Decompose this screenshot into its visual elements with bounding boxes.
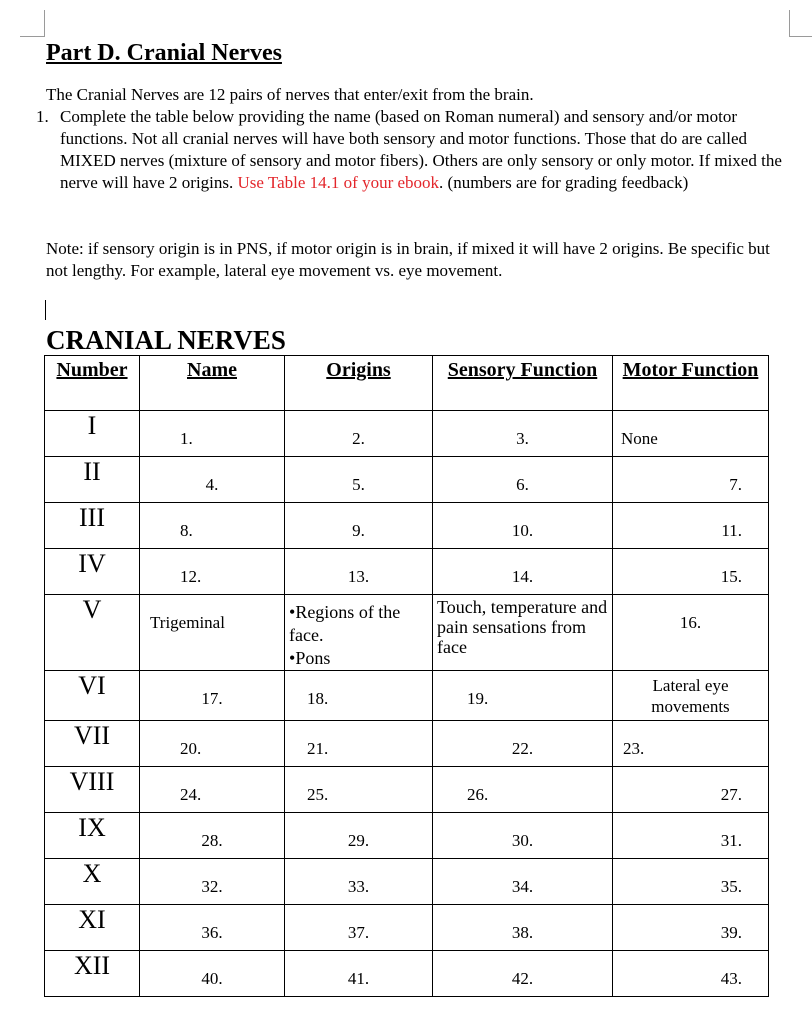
ebook-reference: Use Table 14.1 of your ebook: [237, 173, 440, 192]
origins-answer: 29.: [347, 831, 370, 850]
sensory-cell[interactable]: [433, 671, 613, 721]
motor-answer: 7.: [729, 475, 742, 494]
origins-cell[interactable]: [285, 951, 433, 997]
motor-cell[interactable]: [613, 951, 769, 997]
nerve-number: III: [45, 503, 140, 549]
origins-answer: 13.: [347, 567, 370, 586]
origins-cell[interactable]: [285, 595, 433, 671]
sensory-cell[interactable]: [433, 503, 613, 549]
origins-cell[interactable]: [285, 721, 433, 767]
origins-cell[interactable]: [285, 411, 433, 457]
name-cell[interactable]: [140, 721, 285, 767]
name-answer: Trigeminal: [150, 613, 225, 632]
origins-cell[interactable]: [285, 457, 433, 503]
sensory-answer: 14.: [511, 567, 534, 586]
name-cell[interactable]: [140, 411, 285, 457]
origins-cell[interactable]: [285, 549, 433, 595]
page-corner-mark-right: [789, 10, 812, 37]
name-answer: 40.: [201, 969, 223, 988]
sensory-answer: 6.: [516, 475, 529, 494]
motor-cell[interactable]: [613, 721, 769, 767]
section-heading: Part D. Cranial Nerves: [46, 40, 282, 66]
nerve-number: VIII: [45, 767, 140, 813]
origins-cell[interactable]: [285, 671, 433, 721]
motor-answer: 15.: [720, 567, 742, 586]
name-cell[interactable]: [140, 549, 285, 595]
sensory-answer: 42.: [511, 969, 534, 988]
name-answer: 24.: [180, 785, 202, 804]
motor-answer: Lateral eye movements: [651, 676, 730, 716]
sensory-cell[interactable]: [433, 951, 613, 997]
nerve-number: IX: [45, 813, 140, 859]
name-cell[interactable]: [140, 951, 285, 997]
instruction-text: Complete the table below providing the name (based on Roman numeral) and sensory and/or motor functions. Not all cranial nerves will have both sensory and motor functions. Those that do are called MIXED nerves (mixture of sensory and motor fibers). Others are only sensory or only motor. If mixed the nerve will have 2 origins.: [60, 107, 782, 192]
motor-cell[interactable]: [613, 813, 769, 859]
sensory-cell[interactable]: [433, 411, 613, 457]
sensory-cell[interactable]: [433, 457, 613, 503]
origins-answer: 2.: [352, 429, 365, 448]
table-row: [45, 503, 769, 549]
table-row: [45, 813, 769, 859]
table-row: [45, 721, 769, 767]
page-corner-mark-left: [20, 10, 45, 37]
sensory-answer: 10.: [511, 521, 534, 540]
sensory-cell[interactable]: [433, 767, 613, 813]
nerve-number: X: [45, 859, 140, 905]
motor-cell[interactable]: [613, 767, 769, 813]
sensory-cell[interactable]: [433, 549, 613, 595]
name-answer: 8.: [180, 521, 193, 540]
motor-answer: 23.: [623, 739, 645, 758]
origins-cell[interactable]: [285, 503, 433, 549]
motor-cell[interactable]: [613, 671, 769, 721]
name-cell[interactable]: [140, 813, 285, 859]
sensory-answer: Touch, temperature and pain sensations from face: [437, 597, 608, 657]
motor-cell[interactable]: [613, 411, 769, 457]
sensory-cell[interactable]: [433, 595, 613, 671]
table-row: [45, 905, 769, 951]
origins-answer: 21.: [307, 739, 329, 758]
nerve-number: VI: [45, 671, 140, 721]
sensory-cell[interactable]: [433, 905, 613, 951]
table-row: [45, 767, 769, 813]
sensory-answer: 34.: [511, 877, 534, 896]
table-header-row: [45, 356, 769, 411]
motor-cell[interactable]: [613, 905, 769, 951]
motor-answer: 31.: [720, 831, 742, 850]
origins-list: [289, 595, 428, 670]
table-row: [45, 457, 769, 503]
origins-list-item: • Pons: [289, 647, 428, 670]
name-cell[interactable]: [140, 859, 285, 905]
table-row: [45, 859, 769, 905]
name-answer: 20.: [180, 739, 202, 758]
name-cell[interactable]: [140, 767, 285, 813]
header-motor: Motor Function: [613, 356, 769, 411]
name-answer: 17.: [201, 689, 223, 708]
origins-answer: 25.: [307, 785, 329, 804]
header-sensory: Sensory Function: [433, 356, 613, 411]
text-cursor: [45, 300, 46, 320]
origins-cell[interactable]: [285, 813, 433, 859]
name-answer: 4.: [205, 475, 219, 494]
sensory-answer: 3.: [516, 429, 529, 448]
note-text: Note: if sensory origin is in PNS, if motor origin is in brain, if mixed it will have 2 origins. Be specific but not lengthy. For example, lateral eye movement vs. eye movement.: [46, 239, 770, 280]
origins-answer: 18.: [307, 689, 329, 708]
name-answer: 36.: [201, 923, 223, 942]
motor-cell[interactable]: [613, 503, 769, 549]
origins-list-item: • Regions of the face.: [289, 601, 428, 647]
origins-answer: 9.: [352, 521, 365, 540]
motor-answer: 43.: [720, 969, 742, 988]
sensory-cell[interactable]: [433, 721, 613, 767]
intro-text: The Cranial Nerves are 12 pairs of nerves that enter/exit from the brain.: [46, 85, 534, 104]
table-row: [45, 671, 769, 721]
nerve-number: VII: [45, 721, 140, 767]
motor-cell[interactable]: [613, 595, 769, 671]
nerve-number: XI: [45, 905, 140, 951]
nerve-number: I: [45, 411, 140, 457]
motor-cell[interactable]: [613, 457, 769, 503]
sensory-answer: 19.: [467, 689, 489, 708]
sensory-answer: 26.: [467, 785, 489, 804]
instruction-number: 1.: [36, 107, 49, 126]
motor-answer: None: [621, 429, 658, 448]
name-cell[interactable]: [140, 457, 285, 503]
sensory-cell[interactable]: [433, 813, 613, 859]
name-cell[interactable]: [140, 595, 285, 671]
nerve-number: XII: [45, 951, 140, 997]
motor-answer: 16.: [679, 613, 702, 632]
name-cell[interactable]: [140, 671, 285, 721]
name-answer: 1.: [180, 429, 193, 448]
origins-answer: 5.: [352, 475, 365, 494]
motor-answer: 11.: [721, 521, 742, 540]
origins-cell[interactable]: [285, 905, 433, 951]
name-cell[interactable]: [140, 503, 285, 549]
motor-answer: 27.: [720, 785, 742, 804]
header-name: Name: [140, 356, 285, 411]
origins-answer: 37.: [347, 923, 370, 942]
table-row: [45, 951, 769, 997]
motor-cell[interactable]: [613, 859, 769, 905]
origins-cell[interactable]: [285, 767, 433, 813]
origins-answer: 33.: [347, 877, 370, 896]
origins-answer: 41.: [347, 969, 370, 988]
motor-answer: 39.: [720, 923, 742, 942]
cranial-nerves-table: [44, 355, 769, 997]
instruction-text-end: . (numbers are for grading feedback): [439, 173, 689, 192]
header-number: Number: [45, 356, 140, 411]
motor-answer: 35.: [720, 877, 742, 896]
header-origins: Origins: [285, 356, 433, 411]
name-answer: 28.: [201, 831, 223, 850]
origins-cell[interactable]: [285, 859, 433, 905]
sensory-cell[interactable]: [433, 859, 613, 905]
motor-cell[interactable]: [613, 549, 769, 595]
table-row: [45, 411, 769, 457]
nerve-number: II: [45, 457, 140, 503]
nerve-number: IV: [45, 549, 140, 595]
table-title: CRANIAL NERVES: [46, 325, 286, 355]
nerve-number: V: [45, 595, 140, 671]
name-cell[interactable]: [140, 905, 285, 951]
name-answer: 12.: [180, 567, 202, 586]
sensory-answer: 30.: [511, 831, 534, 850]
sensory-answer: 22.: [511, 739, 534, 758]
name-answer: 32.: [201, 877, 223, 896]
instruction-item: [36, 106, 796, 194]
sensory-answer: 38.: [511, 923, 534, 942]
table-row: [45, 549, 769, 595]
table-row: [45, 595, 769, 671]
